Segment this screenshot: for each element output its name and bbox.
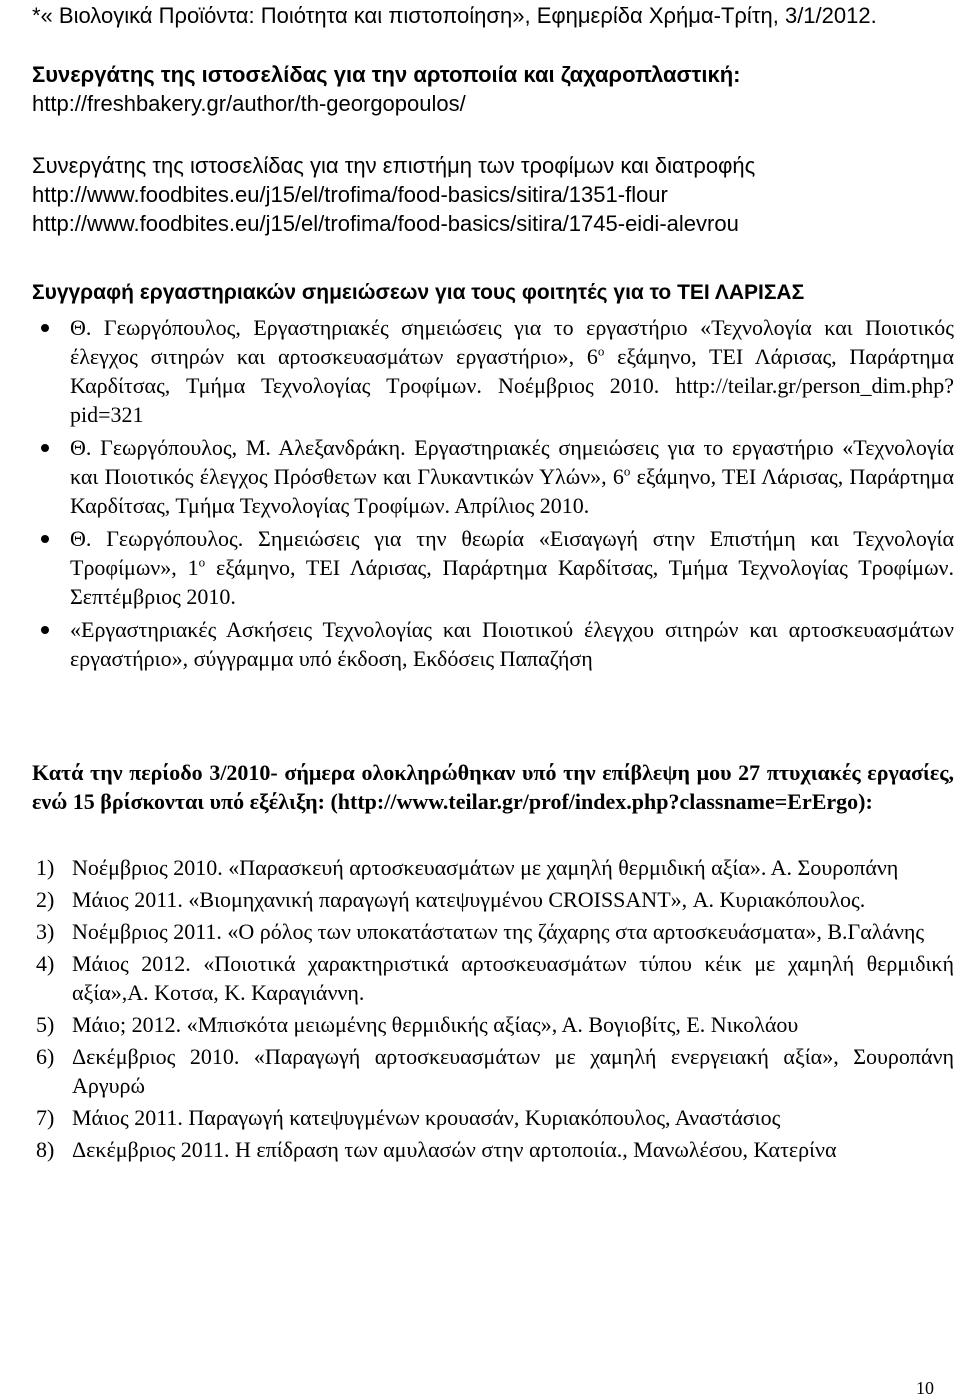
list-item — [32, 615, 954, 673]
list-item — [32, 949, 954, 1007]
note-sup: ο — [198, 554, 206, 570]
list-item — [32, 1103, 954, 1132]
note-text: Θ. Γεωργόπουλος, Εργαστηριακές σημειώσεις για το εργαστήριο «Τεχνολογία και Ποιοτικός έλεγχος σιτηρών και αρτοσκευασμάτων εργαστήριο», 6 — [70, 315, 954, 369]
foodsci-url-2: http://www.foodbites.eu/j15/el/trofima/food-basics/sitira/1745-eidi-alevrou — [32, 211, 739, 236]
list-item — [32, 524, 954, 611]
top-citation: *« Βιολογικά Προϊόντα: Ποιότητα και πιστοποίηση», Εφημερίδα Χρήμα-Τρίτη, 3/1/2012. — [32, 3, 877, 28]
item-number: 1) — [36, 855, 55, 880]
list-item — [32, 433, 954, 520]
note-text-rest: εξάμηνο, ΤΕΙ Λάρισας, Παράρτημα Καρδίτσας, Τμήμα Τεχνολογίας Τροφίμων. Απρίλιος 2010. — [70, 464, 954, 518]
item-text: Νοέμβριος 2010. «Παρασκευή αρτοσκευασμάτων με χαμηλή θερμιδική αξία». Α. Σουροπάνη — [72, 855, 899, 880]
note-sup: ο — [597, 343, 605, 359]
item-text: Δεκέμβριος 2011. Η επίδραση των αμυλασών στην αρτοποιία., Μανωλέσου, Κατερίνα — [72, 1137, 837, 1162]
bullet-icon — [41, 324, 49, 332]
note-text: Θ. Γεωργόπουλος. Σημειώσεις για την θεωρία «Εισαγωγή στην Επιστήμη και Τεχνολογία Τροφίμων», 1 — [70, 526, 954, 580]
page-number: 10 — [916, 1378, 934, 1398]
bakery-heading: Συνεργάτης της ιστοσελίδας για την αρτοποιία και ζαχαροπλαστική: — [32, 62, 741, 87]
note-text: Θ. Γεωργόπουλος, Μ. Αλεξανδράκη. Εργαστηριακές σημειώσεις για το εργαστήριο «Τεχνολογία και Ποιοτικός έλεγχος Πρόσθετων και Γλυκαντικών Υλών», 6 — [70, 435, 954, 489]
bakery-section — [32, 60, 942, 118]
period-heading: Κατά την περίοδο 3/2010- σήμερα ολοκληρώθηκαν υπό την επίβλεψη μου 27 πτυχιακές εργασίες, ενώ 15 βρίσκονται υπό εξέλιξη: (http://www.teilar.gr/prof/index.php?classname=ErErgo): — [32, 760, 954, 814]
item-text: Μάιος 2011. «Βιομηχανική παραγωγή κατεψυγμένου CROISSANT», Α. Κυριακόπουλος. — [72, 887, 866, 912]
item-text: Νοέμβριος 2011. «Ο ρόλος των υποκατάστατων της ζάχαρης στα αρτοσκευάσματα», Β.Γαλάνης — [72, 919, 925, 944]
bakery-url: http://freshbakery.gr/author/th-georgopoulos/ — [32, 91, 466, 116]
bullet-icon — [41, 444, 49, 452]
note-text: «Εργαστηριακές Ασκήσεις Τεχνολογίας και Ποιοτικού έλεγχου σιτηρών και αρτοσκευασμάτων εργαστήριο», σύγγραμμα υπό έκδοση, Εκδόσεις Παπαζήση — [70, 617, 954, 671]
item-number: 3) — [36, 919, 55, 944]
note-sup: ο — [623, 463, 631, 479]
note-text-rest: εξάμηνο, ΤΕΙ Λάρισας, Παράρτημα Καρδίτσας, Τμήμα Τεχνολογίας Τροφίμων. Σεπτέμβριος 2010. — [70, 555, 954, 609]
foodsci-section — [32, 151, 942, 238]
item-text: Μάιος 2012. «Ποιοτικά χαρακτηριστικά αρτοσκευασμάτων τύπου κέικ με χαμηλή θερμιδική αξία»,Α. Κοτσα, Κ. Καραγιάννη. — [72, 951, 954, 1005]
theses-list — [32, 853, 954, 1167]
notes-list — [32, 313, 954, 677]
list-item — [32, 1135, 954, 1164]
item-number: 7) — [36, 1105, 55, 1130]
list-item — [32, 917, 954, 946]
bullet-icon — [41, 535, 49, 543]
item-number: 8) — [36, 1137, 55, 1162]
item-number: 4) — [36, 951, 55, 976]
note-text-rest: εξάμηνο, ΤΕΙ Λάρισας, Παράρτημα Καρδίτσας, Τμήμα Τεχνολογίας Τροφίμων. Νοέμβριος 2010. http://teilar.gr/person_dim.php?pid=321 — [70, 344, 954, 427]
item-text: Μάιο; 2012. «Μπισκότα μειωμένης θερμιδικής αξίας», Α. Βογιοβίτς, Ε. Νικολάου — [72, 1012, 799, 1037]
foodsci-heading: Συνεργάτης της ιστοσελίδας για την επιστήμη των τροφίμων και διατροφής — [32, 153, 756, 178]
notes-heading: Συγγραφή εργαστηριακών σημειώσεων για τους φοιτητές για το ΤΕΙ ΛΑΡΙΣΑΣ — [32, 281, 805, 304]
list-item — [32, 853, 954, 882]
list-item — [32, 1042, 954, 1100]
list-item — [32, 885, 954, 914]
foodsci-url-1: http://www.foodbites.eu/j15/el/trofima/food-basics/sitira/1351-flour — [32, 182, 668, 207]
item-number: 6) — [36, 1044, 55, 1069]
list-item — [32, 313, 954, 429]
item-number: 2) — [36, 887, 55, 912]
list-item — [32, 1010, 954, 1039]
item-number: 5) — [36, 1012, 55, 1037]
item-text: Δεκέμβριος 2010. «Παραγωγή αρτοσκευασμάτων με χαμηλή ενεργειακή αξία», Σουροπάνη Αργυρώ — [72, 1044, 954, 1098]
item-text: Μάιος 2011. Παραγωγή κατεψυγμένων κρουασάν, Κυριακόπουλος, Αναστάσιος — [72, 1105, 781, 1130]
bullet-icon — [41, 626, 49, 634]
